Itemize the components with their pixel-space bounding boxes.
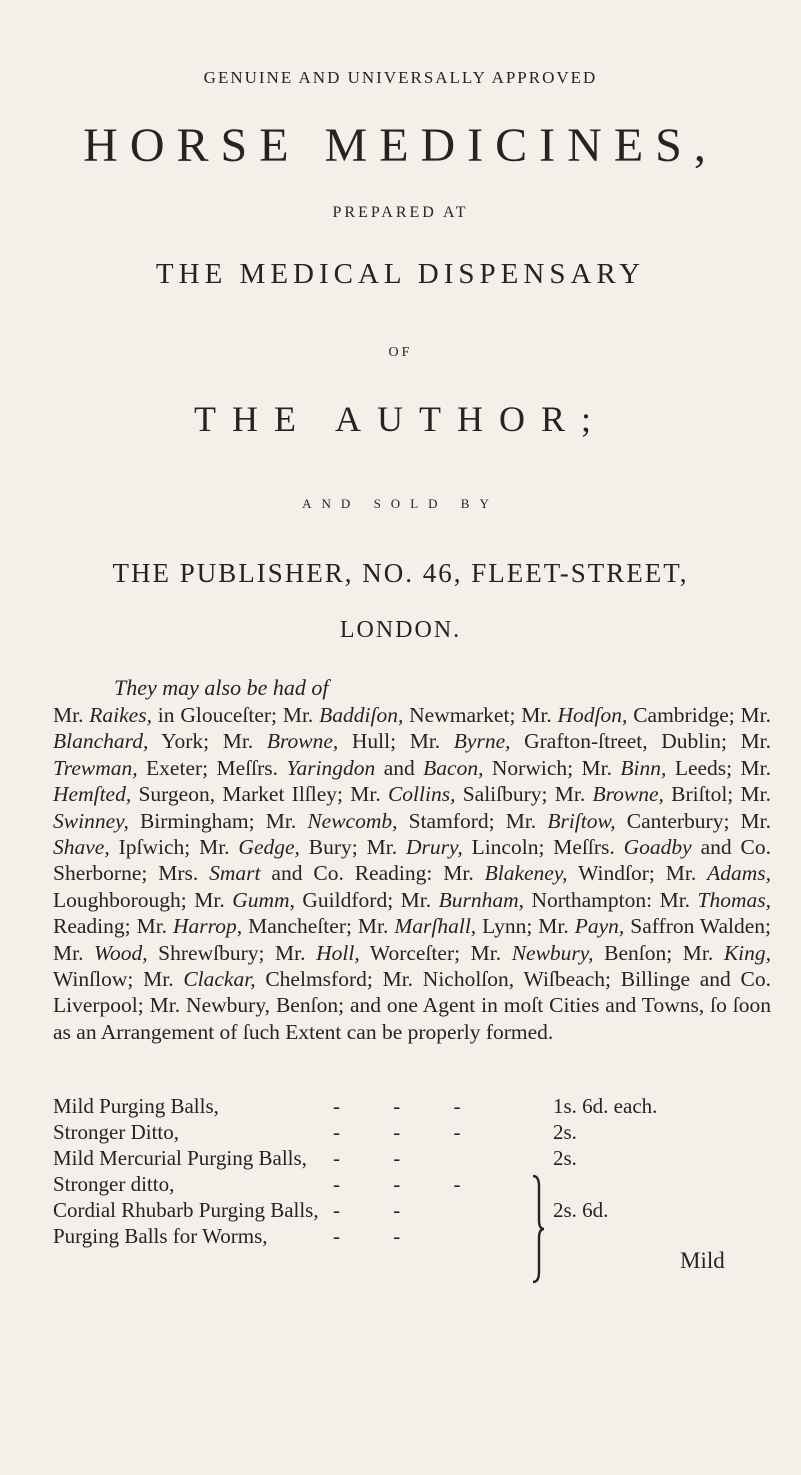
agent-name: Hemſted,: [53, 782, 132, 807]
agent-name: Wood,: [94, 940, 148, 965]
agent-text: Chelmsford;: [255, 967, 383, 992]
agent-text: Northampton:: [524, 887, 660, 912]
price-row: [53, 1198, 773, 1224]
product-price: 2s. 6d.: [553, 1198, 609, 1222]
agent-text: Mr.: [740, 703, 771, 727]
agent-text: Loughborough;: [53, 887, 195, 912]
agent-text: Lincoln;: [462, 835, 554, 860]
agent-name: Baddiſon,: [319, 703, 404, 727]
agent-text: Mr.: [53, 703, 90, 727]
product-name: Purging Balls for Worms,: [53, 1224, 268, 1248]
agent-entry: [217, 756, 424, 780]
agent-text: Ipſwich;: [109, 835, 200, 860]
agent-name: Hodſon,: [557, 703, 628, 727]
product-name: Stronger ditto,: [53, 1172, 175, 1196]
agent-entry: [199, 835, 367, 859]
agent-text: Mr.: [275, 940, 317, 965]
page-title: HORSE MEDICINES,: [83, 119, 718, 172]
leader-dashes: - - -: [333, 1172, 485, 1196]
agent-name: Collins,: [387, 782, 456, 807]
product-name: Mild Purging Balls,: [53, 1094, 219, 1118]
agent-name: Harrop,: [173, 914, 243, 939]
agent-entry: [443, 861, 666, 885]
agent-text: Saliſbury;: [455, 782, 555, 807]
agent-name: Bacon,: [423, 755, 484, 780]
agent-text: Mr.: [265, 808, 308, 833]
agent-name: Blanchard,: [53, 729, 149, 754]
agent-entry: [143, 967, 382, 991]
agent-text: and Co. Reading:: [260, 861, 444, 886]
agent-text: in Glouceſter;: [151, 703, 283, 727]
product-price: 1s. 6d. each.: [553, 1094, 658, 1118]
price-row: [53, 1120, 773, 1146]
agent-entry: [401, 888, 660, 912]
agent-name: Goadby: [623, 835, 692, 860]
product-price: 2s.: [553, 1120, 577, 1144]
agent-text: Mr.: [53, 940, 95, 965]
agent-text: Hull;: [338, 729, 410, 754]
agent-text: Meſſrs.: [553, 835, 624, 860]
agent-name: Newbury,: [511, 940, 594, 965]
agent-entry: [471, 941, 683, 965]
agent-text: Worceſter;: [359, 940, 471, 965]
agent-text: Mr.: [400, 887, 439, 912]
agents-intro: They may also be had of: [114, 675, 329, 700]
agent-name: Smart: [209, 861, 261, 886]
agent-text: York;: [148, 729, 223, 754]
agent-name: Briſtow,: [547, 808, 616, 833]
leader-dashes: - -: [333, 1146, 425, 1170]
agent-entry: [137, 914, 358, 938]
agent-text: Mr.: [740, 755, 772, 780]
agent-text: Stamford;: [397, 808, 506, 833]
price-row: [53, 1224, 773, 1250]
agent-text: Norwich;: [483, 755, 582, 780]
agent-text: Exeter;: [137, 755, 217, 780]
agent-entry: [275, 941, 471, 965]
agent-name: Gedge,: [238, 835, 300, 860]
agent-text: Mr.: [366, 835, 406, 860]
agent-entry: [506, 809, 741, 833]
agent-text: Mr.: [740, 782, 771, 807]
agent-text: Surgeon, Market Ilſley;: [131, 782, 351, 807]
agent-entry: [158, 861, 443, 885]
leader-dashes: - - -: [333, 1094, 485, 1118]
agent-entry: [283, 703, 521, 727]
leader-dashes: - -: [333, 1198, 425, 1222]
price-row: [53, 1172, 773, 1198]
agent-text: Windſor;: [567, 861, 666, 886]
agent-entry: [367, 835, 554, 859]
catchword: Mild: [680, 1248, 725, 1273]
agent-text: Mr.: [222, 729, 267, 754]
agent-name: Browne,: [266, 729, 339, 754]
agent-text: Mr.: [282, 703, 320, 727]
header-line-of: OF: [388, 345, 413, 360]
agent-entry: [521, 703, 740, 727]
agent-entry: [194, 888, 400, 912]
agent-text: Mr.: [199, 835, 239, 860]
agent-name: Binn,: [620, 755, 667, 780]
agent-text: Mr.: [350, 782, 388, 807]
agent-text: Briſtol;: [663, 782, 741, 807]
agent-name: Marſhall,: [394, 914, 477, 939]
product-name: Cordial Rhubarb Purging Balls,: [53, 1198, 319, 1222]
header-line-london: LONDON.: [339, 617, 462, 643]
agent-text: Mr.: [357, 914, 395, 939]
agent-name: Payn,: [574, 914, 625, 939]
agent-text: Mr.: [470, 940, 512, 965]
agent-name: King,: [723, 940, 772, 965]
agent-text: Mr.: [554, 782, 593, 807]
agent-entry: [350, 782, 555, 806]
agent-text: Reading;: [53, 914, 137, 939]
agent-text: Bury;: [299, 835, 367, 860]
agent-text: Mr.: [659, 887, 698, 912]
agent-name: Blakeney,: [484, 861, 568, 886]
agent-entry: [423, 756, 581, 780]
agent-entry: [53, 941, 275, 965]
agent-name: Drury,: [405, 835, 463, 860]
agent-text: Newmarket;: [403, 703, 522, 727]
agent-text: Birmingham;: [128, 808, 266, 833]
agent-text: Leeds;: [666, 755, 741, 780]
price-row: [53, 1094, 773, 1120]
agent-text: Mr.: [682, 940, 724, 965]
agent-text: Benſon;: [593, 940, 683, 965]
agent-name: Trewman,: [53, 755, 138, 780]
agent-text: Canterbury;: [615, 808, 741, 833]
agent-entry: [410, 729, 741, 753]
agent-text: Saffron Walden;: [624, 914, 772, 939]
product-name: Mild Mercurial Purging Balls,: [53, 1146, 307, 1170]
header-line-sold-by: AND SOLD BY: [302, 496, 499, 511]
agent-name: Yaringdon: [286, 755, 376, 780]
agent-entry: [53, 703, 283, 727]
header-line-prepared: PREPARED AT: [332, 204, 469, 221]
agent-name: Newcomb,: [307, 808, 398, 833]
agent-entry: [555, 782, 741, 806]
agent-text: Winſlow;: [53, 967, 144, 992]
header-line-genuine: GENUINE AND UNIVERSALLY APPROVED: [203, 68, 598, 87]
agent-text: Grafton-ſtreet, Dublin;: [510, 729, 741, 754]
agent-name: Thomas,: [697, 887, 772, 912]
price-row: [53, 1146, 773, 1172]
agent-text: Guildford;: [294, 887, 401, 912]
agent-entry: [358, 914, 538, 938]
agent-text: Mr.: [740, 808, 771, 833]
product-price: 2s.: [553, 1146, 577, 1170]
agent-entry: [538, 914, 771, 938]
agent-text: Mrs.: [158, 861, 210, 886]
header-line-publisher: THE PUBLISHER, NO. 46, FLEET-STREET,: [112, 558, 689, 588]
agent-text: Lynn;: [476, 914, 539, 939]
agent-name: Gumm,: [232, 887, 295, 912]
agent-text: Mr.: [521, 703, 558, 727]
agent-entry: [582, 756, 741, 780]
product-name: Stronger Ditto,: [53, 1120, 179, 1144]
agent-entry: [223, 729, 410, 753]
agent-text: Mr.: [409, 729, 454, 754]
agent-text: Mr.: [665, 861, 708, 886]
agent-name: Clackar,: [183, 967, 256, 992]
agent-text: Cambridge;: [627, 703, 741, 727]
agent-text: Mr.: [443, 861, 485, 886]
header-line-author: THE AUTHOR;: [194, 399, 607, 439]
leader-dashes: - - -: [333, 1120, 485, 1144]
agent-text: Meſſrs.: [216, 755, 287, 780]
agent-name: Byrne,: [453, 729, 511, 754]
agent-text: Mr.: [740, 729, 772, 754]
agent-text: Mr.: [581, 755, 621, 780]
leader-dashes: - -: [333, 1224, 425, 1248]
agents-paragraph: [53, 702, 771, 1045]
agent-text: and: [375, 755, 424, 780]
header-line-dispensary: THE MEDICAL DISPENSARY: [155, 258, 646, 290]
agent-name: Burnham,: [438, 887, 524, 912]
agent-text: Mr.: [505, 808, 548, 833]
agent-name: Shave,: [53, 835, 110, 860]
agent-text: Mr.: [194, 887, 233, 912]
agent-name: Swinney,: [53, 808, 129, 833]
agent-text: Mr.: [136, 914, 174, 939]
agent-text: Mr.: [538, 914, 575, 939]
agent-name: Browne,: [592, 782, 664, 807]
agent-text: Shrewſbury;: [147, 940, 276, 965]
agent-name: Raikes,: [89, 703, 152, 727]
agent-entry: [266, 809, 506, 833]
agent-text: Mancheſter;: [242, 914, 358, 939]
agent-name: Adams,: [707, 861, 771, 886]
agent-text: Mr. Nicholſon, Wiſbeach; Billinge and Co. Liverpool; Mr. Newbury, Benſon; and one Agent in moſt Cities and Towns, ſo ſoon as an Arrangement of ſuch Extent can be properly formed.: [53, 967, 771, 1044]
agent-text: Mr.: [143, 967, 184, 992]
agent-text: and Co. Sherborne;: [53, 835, 771, 886]
agent-name: Holl,: [316, 940, 360, 965]
